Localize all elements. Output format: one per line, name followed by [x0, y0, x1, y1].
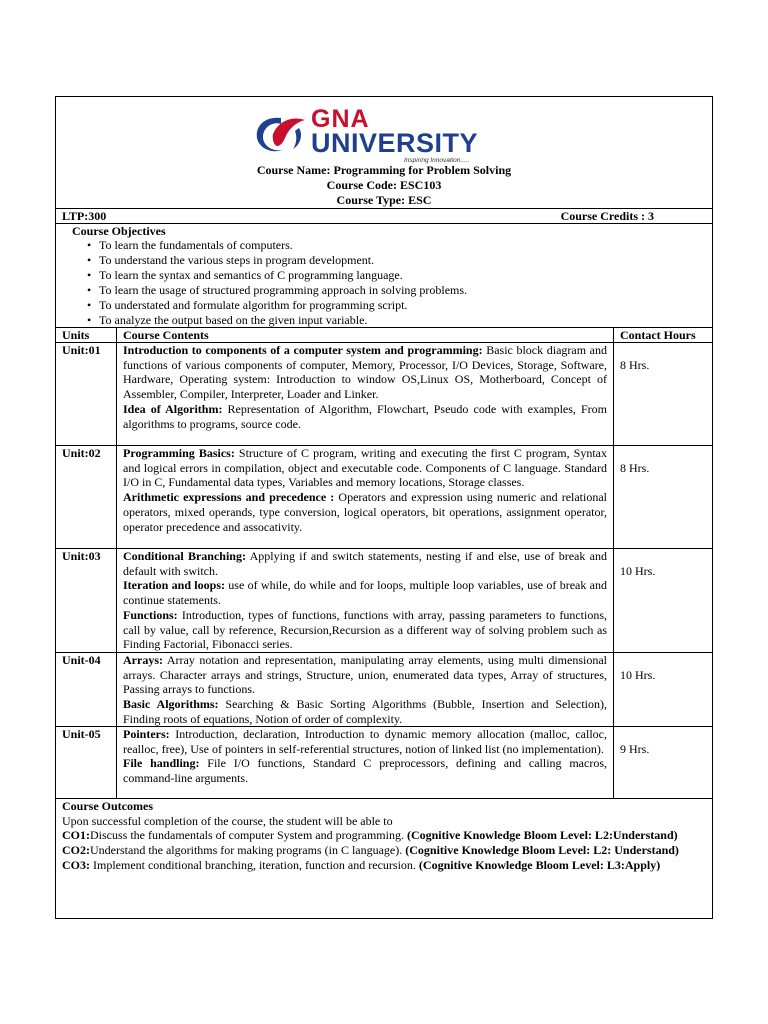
contact-hours: 8 Hrs.: [620, 358, 650, 372]
ltp-label: LTP:300: [62, 209, 107, 223]
outcome-code: CO3:: [62, 857, 90, 872]
unit-label: Unit-04: [62, 653, 101, 667]
topic-text: Applying if and switch statements, nesting if and else, use of break and default with switch.: [123, 549, 607, 578]
objectives-list: [87, 238, 467, 328]
topic-heading: Programming Basics:: [123, 446, 235, 460]
logo-tagline: Inspiring Innovation.....: [404, 157, 470, 164]
objective-item: • To analyze the output based on the given input variable.: [87, 313, 467, 328]
table-row: [56, 445, 712, 548]
outcome-item: [62, 843, 706, 858]
objective-item: • To learn the usage of structured programming approach in solving problems.: [87, 283, 467, 298]
unit-label: Unit:03: [62, 549, 101, 563]
course-name: Course Name: Programming for Problem Solving: [256, 163, 512, 177]
topic-heading: Arithmetic expressions and precedence :: [123, 490, 335, 505]
topic-heading: Idea of Algorithm:: [123, 401, 223, 416]
syllabus-page: [55, 96, 713, 919]
ltp-row: [56, 208, 712, 223]
outcome-level: (Cognitive Knowledge Bloom Level: L2: Understand): [405, 843, 679, 858]
topic-heading: Functions:: [123, 607, 178, 622]
contact-hours: 10 Hrs.: [620, 668, 656, 682]
topic-text: Operators and expression using numeric and relational operators, mixed operands, type conversion, logical operators, bit operations, assignment operator, operator precedence and assocativity.: [123, 490, 608, 534]
topic-text: Representation of Algorithm, Flowchart, Pseudo code with examples, From algorithms to programs, source code.: [123, 401, 607, 431]
contact-hours: 8 Hrs.: [620, 461, 650, 475]
table-row: [56, 342, 712, 445]
unit-content: [123, 653, 607, 727]
unit-content: [123, 343, 607, 431]
course-credits: Course Credits : 3: [560, 209, 654, 223]
topic-heading: Introduction to components of a computer system and programming:: [123, 343, 483, 357]
course-code: Course Code: ESC103: [326, 178, 442, 192]
topic-text: Introduction, types of functions, functions with array, passing parameters to functions, call by value, call by reference, Recursion,Recursion as a different way of solving problem such as Finding Factorial, Fibonacci series.: [123, 607, 607, 652]
topic-text: File I/O functions, Standard C preprocessors, defining and calling macros, command-line arguments.: [123, 756, 607, 786]
objective-item: • To learn the syntax and semantics of C programming language.: [87, 268, 467, 283]
topic-text: Searching & Basic Sorting Algorithms (Bubble, Insertion and Selection), Finding roots of equations, Notion of order of complexity.: [123, 697, 607, 726]
topic-text: use of while, do while and for loops, multiple loop variables, use of break and continue statements.: [123, 578, 607, 608]
outcome-code: CO2:: [62, 843, 90, 858]
contact-hours: 9 Hrs.: [620, 742, 650, 756]
outcomes-intro: Upon successful completion of the course, the student will be able to: [62, 813, 393, 828]
objectives-title: Course Objectives: [72, 224, 166, 238]
university-logo: [253, 107, 519, 165]
topic-text: Array notation and representation, manipulating array elements, using multi dimensional arrays. Character arrays and strings, Structure, union, enumerated data types, Array of structures, Passing arrays to functions.: [123, 653, 607, 697]
logo-swirl-icon: [253, 112, 309, 156]
outcome-code: CO1:: [62, 828, 90, 843]
topic-heading: File handling:: [123, 756, 200, 771]
hours-header: Contact Hours: [620, 328, 696, 342]
contents-header: Course Contents: [123, 328, 209, 342]
objective-item: • To understand the various steps in program development.: [87, 253, 467, 268]
topic-heading: Conditional Branching:: [123, 549, 246, 563]
unit-label: Unit-05: [62, 727, 101, 741]
outcome-level: (Cognitive Knowledge Bloom Level: L3:Apply): [418, 857, 661, 872]
logo-name-gna: GNA: [311, 105, 370, 133]
topic-text: Basic block diagram and functions of various components of computer, Memory, Processor, I/O Devices, Storage, Software, Hardware, Operating system: Introduction to window OS,Linux OS, Motherboard, Concept of Assembler, Compiler, Interpreter, Loader and Linker.: [123, 343, 607, 402]
course-outcomes: [56, 798, 712, 920]
outcome-item: [62, 828, 706, 843]
contact-hours: 10 Hrs.: [620, 564, 656, 578]
unit-label: Unit:02: [62, 446, 101, 460]
units-header: Units: [62, 328, 90, 342]
outcome-item: [62, 858, 706, 873]
topic-text: Structure of C program, writing and executing the first C program, Syntax and logical errors in compilation, object and executable code. Components of C language. Standard I/O in C, Fundamental data types, Variables and memory locations, Storage classes.: [123, 446, 607, 490]
table-row: [56, 726, 712, 798]
course-type: Course Type: ESC: [336, 193, 432, 207]
topic-heading: Basic Algorithms:: [123, 697, 219, 712]
unit-content: [123, 727, 607, 786]
topic-text: Introduction, declaration, Introduction to dynamic memory allocation (malloc, calloc, realloc, free), Use of pointers in self-referential structures, notion of linked list (no implementation).: [123, 727, 607, 756]
outcomes-title: Course Outcomes: [62, 799, 153, 813]
course-objectives: [56, 223, 712, 327]
unit-label: Unit:01: [62, 343, 101, 357]
table-header-row: [56, 327, 712, 342]
topic-heading: Iteration and loops:: [123, 578, 225, 593]
table-row: [56, 548, 712, 652]
unit-content: [123, 549, 607, 652]
outcome-text: Understand the algorithms for making programs (in C language).: [90, 843, 406, 858]
objective-item: • To understated and formulate algorithm for programming script.: [87, 298, 467, 313]
objective-item: • To learn the fundamentals of computers.: [87, 238, 467, 253]
outcome-text: Discuss the fundamentals of computer System and programming.: [90, 828, 407, 843]
outcome-level: (Cognitive Knowledge Bloom Level: L2:Understand): [406, 828, 678, 843]
logo-name-university: UNIVERSITY: [311, 128, 479, 158]
header: [56, 97, 712, 208]
unit-content: [123, 446, 607, 534]
topic-heading: Pointers:: [123, 727, 170, 741]
outcome-text: Implement conditional branching, iteration, function and recursion.: [90, 857, 419, 872]
topic-heading: Arrays:: [123, 653, 163, 667]
table-row: [56, 652, 712, 726]
